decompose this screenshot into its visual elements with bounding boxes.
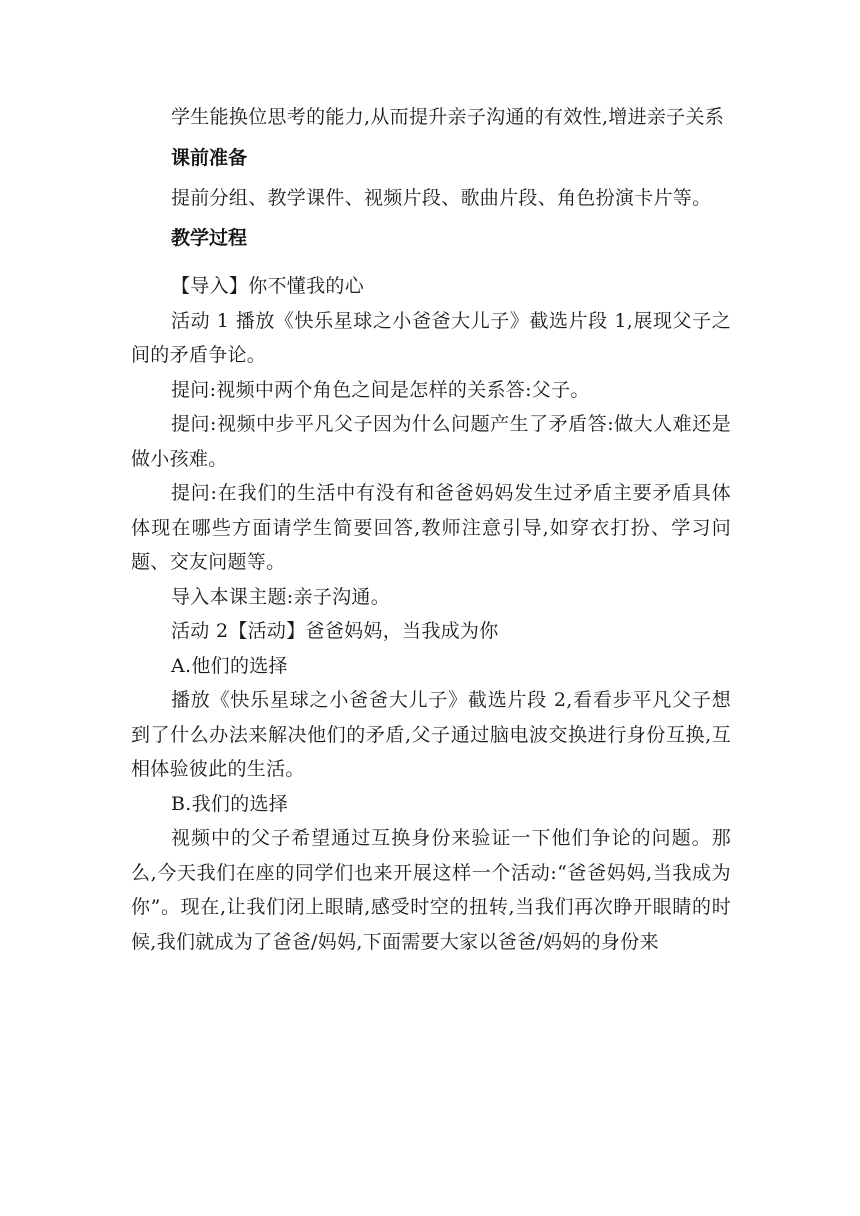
paragraph-intro-title: 【导入】你不懂我的心: [171, 275, 365, 297]
paragraph-video-2: 播放《快乐星球之小爸爸大儿子》截选片段 2,看看步平凡父子想到了什么办法来解决他们的矛盾,父子通过脑电波交换进行身份互换,互相体验彼此的生活。: [131, 689, 731, 780]
paragraph-activity-1: 活动 1 播放《快乐星球之小爸爸大儿子》截选片段 1,展现父子之间的矛盾争论。: [131, 309, 731, 366]
paragraph-section-b: B.我们的选择: [171, 792, 289, 815]
paragraph-role-swap: 视频中的父子希望通过互换身份来验证一下他们争论的问题。那么,今天我们在座的同学们也来开展这样一个活动:“爸爸妈妈,当我成为你”。现在,让我们闭上眼睛,感受时空的扭转,当我们再次睁开眼睛的时候,我们就成为了爸爸/妈妈,下面需要大家以爸爸/妈妈的身份来: [131, 827, 731, 953]
paragraph-topic: 导入本课主题:亲子沟通。: [171, 585, 391, 608]
paragraph-activity-2: 活动 2【活动】爸爸妈妈，当我成为你: [171, 620, 499, 642]
paragraph-question-2: 提问:视频中步平凡父子因为什么问题产生了矛盾答:做大人难还是做小孩难。: [131, 413, 731, 470]
paragraph-question-3: 提问:在我们的生活中有没有和爸爸妈妈发生过矛盾主要矛盾具体体现在哪些方面请学生简要回答,教师注意引导,如穿衣打扮、学习问题、交友问题等。: [131, 482, 731, 573]
heading-preparation: 课前准备: [171, 146, 248, 169]
heading-process: 教学过程: [171, 227, 248, 249]
document-body: [131, 100, 731, 959]
paragraph-preparation: 提前分组、教学课件、视频片段、歌曲片段、角色扮演卡片等。: [171, 186, 712, 209]
paragraph-objective: 学生能换位思考的能力,从而提升亲子沟通的有效性,增进亲子关系: [171, 106, 725, 128]
paragraph-section-a: A.他们的选择: [171, 654, 288, 677]
paragraph-question-1: 提问:视频中两个角色之间是怎样的关系答:父子。: [171, 378, 590, 401]
